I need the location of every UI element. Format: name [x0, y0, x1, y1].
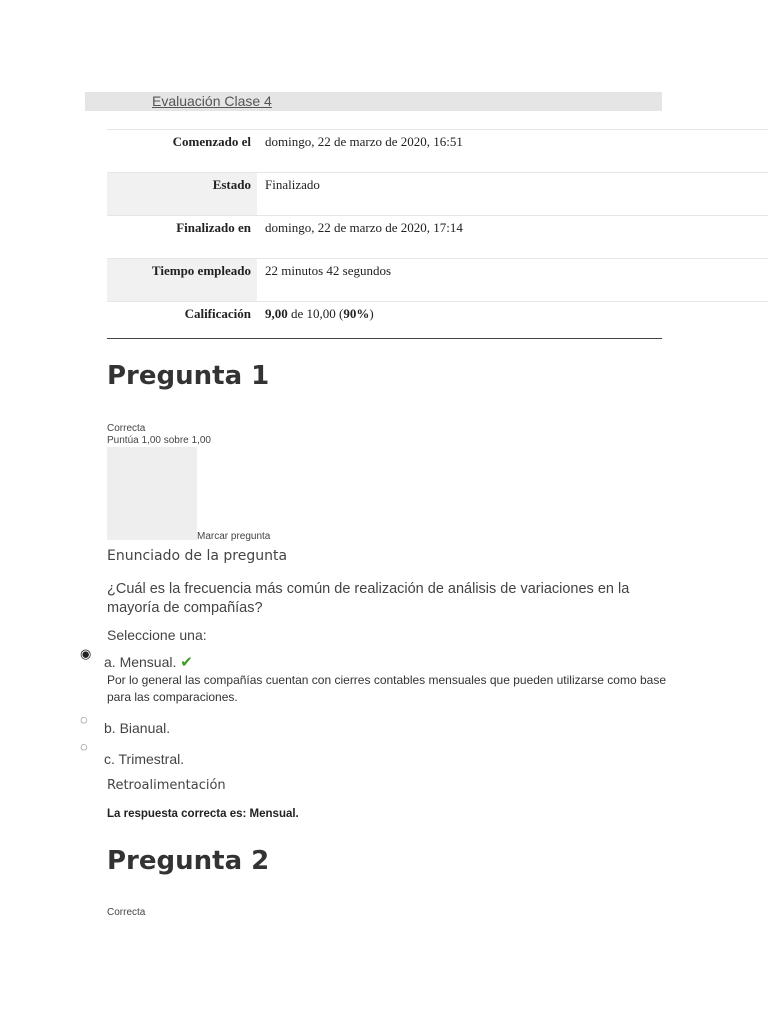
correct-answer-text: La respuesta correcta es: Mensual.	[107, 808, 299, 820]
question-2-status: Correcta	[107, 907, 146, 918]
radio-unselected-icon[interactable]: ◌	[80, 712, 88, 727]
question-2-title: Pregunta 2	[107, 846, 270, 876]
feedback-heading: Retroalimentación	[107, 778, 226, 793]
select-one-prompt: Seleccione una:	[107, 627, 207, 643]
grade-percent: 90	[343, 306, 357, 321]
check-icon: ✔	[180, 654, 193, 671]
grade-mid: de 10,00 (	[287, 306, 344, 321]
option-a-label: a. Mensual.	[104, 654, 177, 670]
summary-row-started	[107, 129, 768, 172]
radio-unselected-icon[interactable]: ◌	[80, 739, 88, 754]
flag-question-link[interactable]: Marcar pregunta	[197, 531, 271, 542]
statement-heading: Enunciado de la pregunta	[107, 548, 288, 564]
question-1-status: Correcta	[107, 423, 146, 434]
option-b-label[interactable]: b. Bianual.	[104, 720, 171, 736]
question-1-title: Pregunta 1	[107, 361, 270, 391]
summary-label: Comenzado el	[172, 134, 251, 149]
option-c-label[interactable]: c. Trimestral.	[104, 751, 185, 767]
summary-label: Finalizado en	[176, 220, 251, 235]
option-a[interactable]	[104, 653, 193, 671]
radio-selected-icon[interactable]: ◉	[80, 646, 92, 661]
summary-label: Estado	[107, 173, 257, 215]
summary-value: 22 minutos 42 segundos	[265, 263, 392, 278]
option-a-feedback: Por lo general las compañías cuentan con cierres contables mensuales que pueden utilizarse como base para las comparaciones.	[107, 673, 666, 704]
question-1-score: Puntúa 1,00 sobre 1,00	[107, 435, 211, 446]
summary-label: Tiempo empleado	[107, 259, 257, 301]
grade-end: )	[369, 306, 374, 321]
summary-divider	[107, 338, 662, 339]
summary-value: Finalizado	[265, 177, 320, 192]
question-1-text: ¿Cuál es la frecuencia más común de realización de análisis de variaciones en la mayoría de compañías?	[107, 581, 630, 616]
flag-icon-placeholder[interactable]	[107, 447, 197, 540]
attempt-summary-table	[107, 129, 768, 344]
summary-value-grade	[265, 306, 374, 322]
summary-row-time	[107, 258, 768, 301]
grade-percent-sign: %	[356, 306, 370, 321]
breadcrumb	[85, 92, 662, 111]
summary-label: Calificación	[184, 306, 251, 321]
summary-row-finished	[107, 215, 768, 258]
breadcrumb-link-evaluacion[interactable]: Evaluación Clase 4	[152, 93, 272, 109]
summary-value: domingo, 22 de marzo de 2020, 16:51	[265, 134, 463, 149]
summary-row-state	[107, 172, 768, 215]
summary-value: domingo, 22 de marzo de 2020, 17:14	[265, 220, 463, 235]
grade-score: 9,00	[265, 306, 288, 321]
